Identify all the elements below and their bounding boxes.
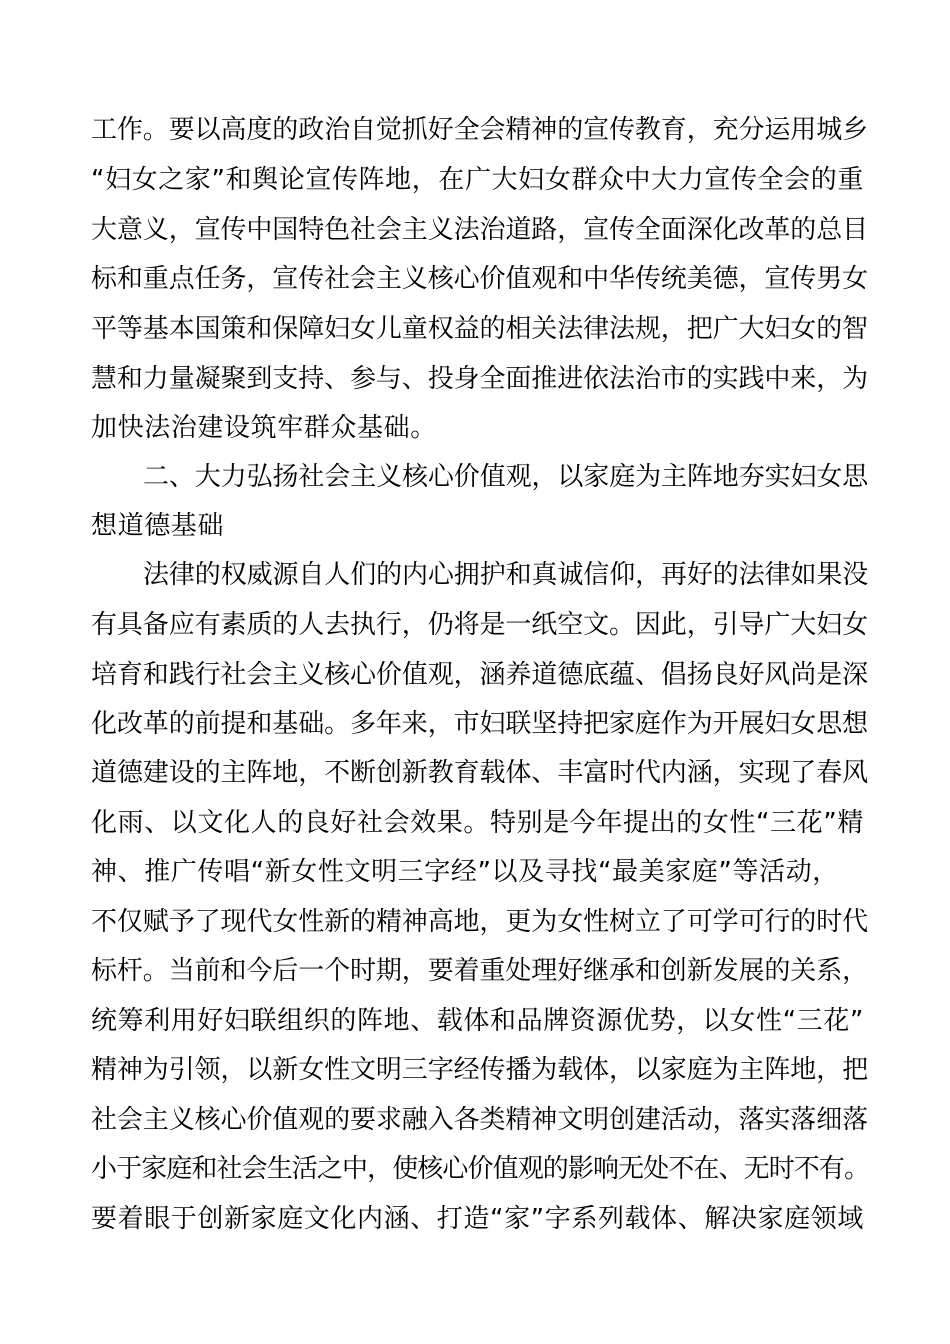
paragraph-line: 有具备应有素质的人去执行，仍将是一纸空文。因此，引导广大妇女	[91, 610, 869, 640]
paragraph-line: 道德建设的主阵地，不断创新教育载体、丰富时代内涵，实现了春风	[91, 758, 869, 788]
paragraph-line: 不仅赋予了现代女性新的精神高地，更为女性树立了可学可行的时代	[91, 907, 869, 937]
paragraph-line: 要着眼于创新家庭文化内涵、打造“家”字系列载体、解决家庭领域	[91, 1204, 864, 1234]
paragraph-line: 精神为引领，以新女性文明三字经传播为载体，以家庭为主阵地，把	[91, 1055, 869, 1085]
section-heading-line: 想道德基础	[91, 511, 225, 541]
paragraph-line: 加快法治建设筑牢群众基础。	[91, 413, 437, 443]
paragraph-line: 社会主义核心价值观的要求融入各类精神文明创建活动，落实落细落	[91, 1105, 869, 1135]
paragraph-line: 平等基本国策和保障妇女儿童权益的相关法律法规，把广大妇女的智	[91, 314, 869, 344]
paragraph-line: 工作。要以高度的政治自觉抓好全会精神的宣传教育，充分运用城乡	[91, 115, 869, 145]
paragraph-line: 化改革的前提和基础。多年来，市妇联坚持把家庭作为开展妇女思想	[91, 709, 869, 739]
paragraph-line: 小于家庭和社会生活之中，使核心价值观的影响无处不在、无时不有。	[91, 1154, 870, 1184]
paragraph-line: 法律的权威源自人们的内心拥护和真诚信仰，再好的法律如果没	[143, 560, 869, 590]
paragraph-line: “妇女之家”和舆论宣传阵地，在广大妇女群众中大力宣传全会的重	[91, 165, 864, 195]
paragraph-line: 慧和力量凝聚到支持、参与、投身全面推进依法治市的实践中来，为	[91, 364, 869, 394]
paragraph-line: 标和重点任务，宣传社会主义核心价值观和中华传统美德，宣传男女	[91, 264, 869, 294]
paragraph-line: 化雨、以文化人的良好社会效果。特别是今年提出的女性“三花”精	[91, 808, 864, 838]
paragraph-line: 培育和践行社会主义核心价值观，涵养道德底蕴、倡扬良好风尚是深	[91, 660, 869, 690]
paragraph-line: 神、推广传唱“新女性文明三字经”以及寻找“最美家庭”等活动，	[91, 857, 839, 887]
paragraph-line: 大意义，宣传中国特色社会主义法治道路，宣传全面深化改革的总目	[91, 215, 869, 245]
section-heading-line: 二、大力弘扬社会主义核心价值观，以家庭为主阵地夯实妇女思	[143, 462, 869, 492]
paragraph-line: 统筹利用好妇联组织的阵地、载体和品牌资源优势，以女性“三花”	[91, 1006, 864, 1036]
paragraph-line: 标杆。当前和今后一个时期，要着重处理好继承和创新发展的关系，	[91, 956, 869, 986]
